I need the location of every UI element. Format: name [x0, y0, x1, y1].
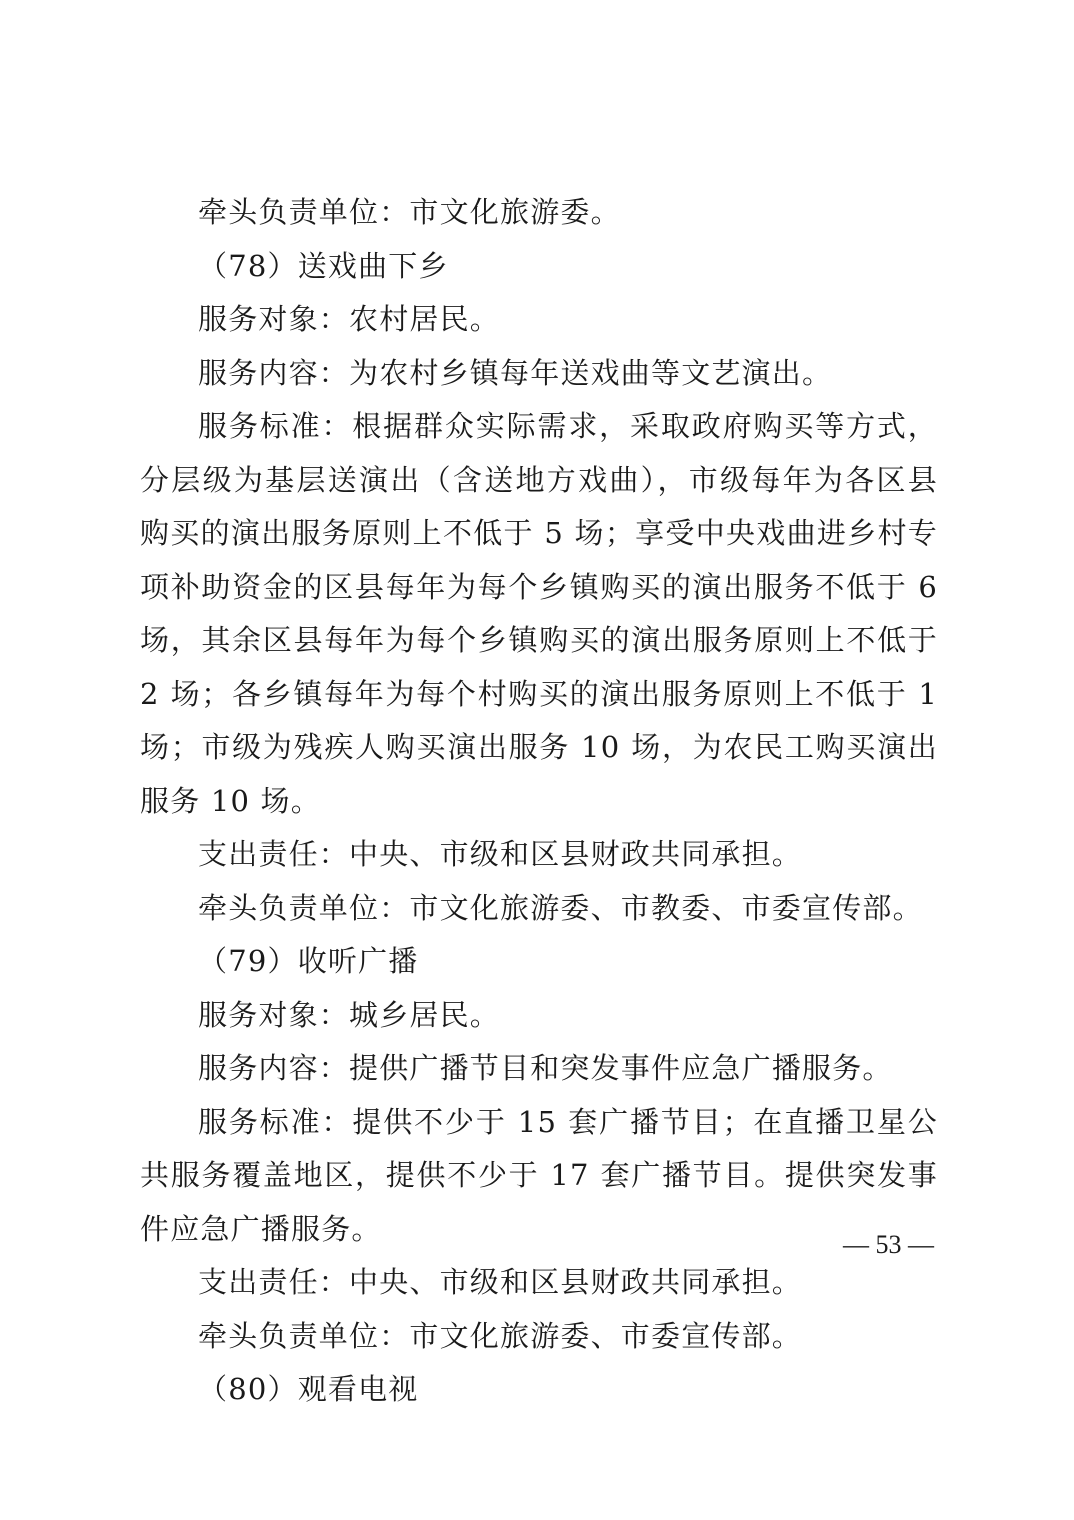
paragraph-service-content-79: 服务内容：提供广播节目和突发事件应急广播服务。 — [198, 1051, 893, 1085]
paragraph-service-content-78: 服务内容：为农村乡镇每年送戏曲等文艺演出。 — [198, 355, 833, 390]
section-heading-79: （79）收听广播 — [198, 944, 419, 978]
section-heading-78: （78）送戏曲下乡 — [198, 248, 449, 283]
paragraph-service-standard-79: 服务标准：提供不少于 15 套广播节目；在直播卫星公共服务覆盖地区，提供不少于 17 套广播节目。提供突发事件应急广播服务。 — [140, 1104, 938, 1246]
paragraph-service-standard-78: 服务标准：根据群众实际需求，采取政府购买等方式，分层级为基层送演出（含送地方戏曲），市级每年为各区县购买的演出服务原则上不低于 5 场；享受中央戏曲进乡村专项补助资金的区县每年为每个乡镇购买的演出服务不低于 6 场，其余区县每年为每个乡镇购买的演出服务原则上不低于 2 场；各乡镇每年为每个村购买的演出服务原则上不低于 1 场；市级为残疾人购买演出服务 10 场，为农民工购买演出服务 10 场。 — [140, 409, 938, 818]
document-body — [140, 186, 938, 1417]
section-heading-80: （80）观看电视 — [198, 1372, 419, 1406]
page-number: — 53 — — [843, 1230, 934, 1259]
paragraph-lead-unit-78-b: 牵头负责单位：市文化旅游委、市教委、市委宣传部。 — [198, 890, 923, 925]
paragraph-lead-unit-79: 牵头负责单位：市文化旅游委、市委宣传部。 — [198, 1318, 803, 1353]
paragraph-expense-79: 支出责任：中央、市级和区县财政共同承担。 — [198, 1265, 803, 1299]
paragraph-expense-78: 支出责任：中央、市级和区县财政共同承担。 — [198, 837, 803, 871]
paragraph-service-target-79: 服务对象：城乡居民。 — [198, 997, 501, 1032]
paragraph-lead-unit-78: 牵头负责单位：市文化旅游委。 — [198, 195, 621, 229]
paragraph-service-target-78: 服务对象：农村居民。 — [198, 302, 501, 336]
